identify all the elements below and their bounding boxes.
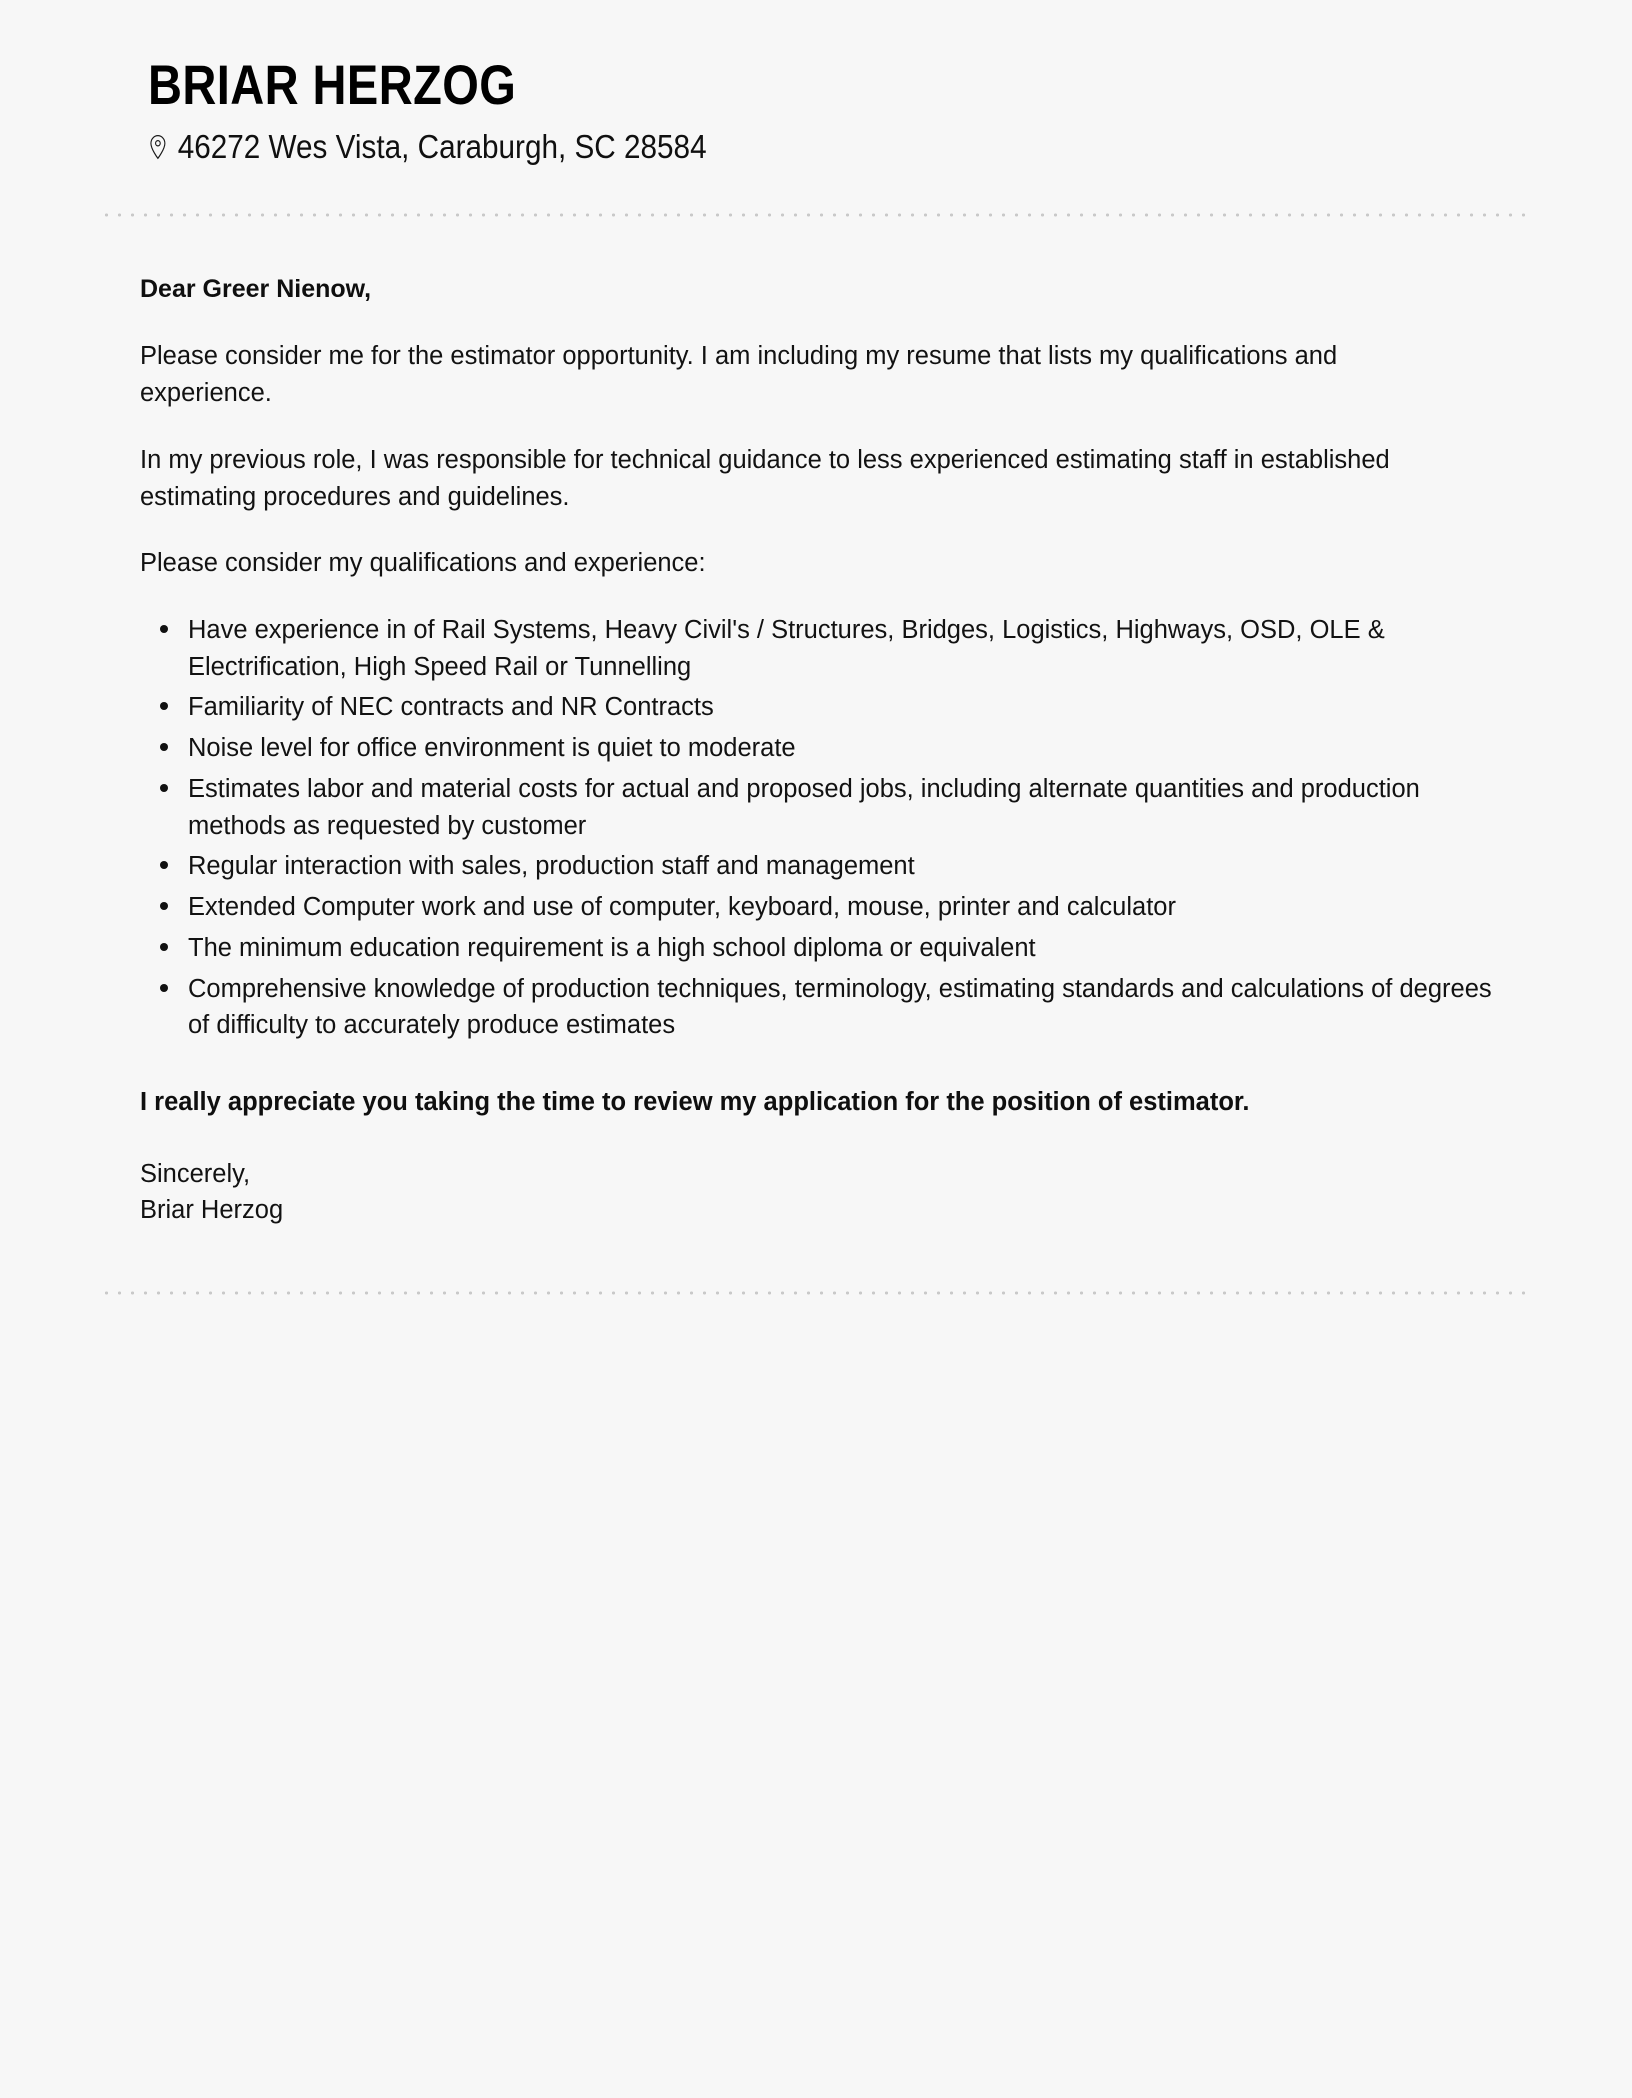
bullet-icon [160, 984, 168, 992]
closing-statement: I really appreciate you taking the time to review my application for the position of estimator. [140, 1087, 1250, 1116]
candidate-name: BRIAR HERZOG [148, 53, 517, 116]
bullet-icon [160, 861, 168, 869]
list-item-text: Have experience in of Rail Systems, Heavy Civil's / Structures, Bridges, Logistics, Highways, OSD, OLE & Electrification, High Speed Rail or Tunnelling [188, 616, 1385, 681]
list-item-text: Familiarity of NEC contracts and NR Contracts [188, 693, 714, 722]
body-paragraph-1: Please consider me for the estimator opportunity. I am including my resume that lists my qualifications and experience. [140, 342, 1338, 408]
signature-block [140, 1156, 1502, 1228]
bullet-icon [160, 902, 168, 910]
list-item-text: Extended Computer work and use of computer, keyboard, mouse, printer and calculator [188, 893, 1176, 922]
list-item [140, 612, 1502, 685]
list-item-text: Estimates labor and material costs for actual and proposed jobs, including alternate quantities and production methods as requested by customer [188, 774, 1420, 840]
footer-divider-wrap [100, 1291, 1532, 1295]
body-paragraph-2: In my previous role, I was responsible for technical guidance to less experienced estimating staff in established estimating procedures and guidelines. [140, 445, 1390, 511]
bullet-icon [160, 743, 168, 751]
list-item [140, 848, 1502, 885]
signature-name: Briar Herzog [140, 1196, 284, 1225]
list-item-text: Regular interaction with sales, production staff and management [188, 852, 915, 881]
bullet-icon [160, 784, 168, 792]
candidate-address: 46272 Wes Vista, Caraburgh, SC 28584 [177, 128, 707, 166]
list-item-text: The minimum education requirement is a high school diploma or equivalent [188, 933, 1036, 962]
contact-address-line [148, 127, 1394, 167]
letter-header [100, 0, 1532, 167]
list-item-text: Comprehensive knowledge of production techniques, terminology, estimating standards and calculations of degrees of difficulty to accurately produce estimates [188, 974, 1492, 1040]
list-item [140, 889, 1502, 926]
list-item-text: Noise level for office environment is quiet to moderate [188, 734, 796, 763]
signoff-text: Sincerely, [140, 1160, 251, 1189]
qualifications-list [140, 612, 1502, 1044]
bullet-icon [160, 702, 168, 710]
list-item [140, 730, 1502, 767]
map-pin-icon [148, 133, 168, 161]
list-item [140, 689, 1502, 726]
salutation: Dear Greer Nienow, [140, 274, 372, 303]
list-item [140, 771, 1502, 844]
qualifications-intro: Please consider my qualifications and experience: [140, 549, 706, 578]
bullet-icon [160, 625, 168, 633]
letter-body [100, 217, 1532, 1229]
list-item [140, 971, 1502, 1044]
footer-divider [100, 1291, 1532, 1295]
list-item [140, 930, 1502, 967]
bullet-icon [160, 943, 168, 951]
